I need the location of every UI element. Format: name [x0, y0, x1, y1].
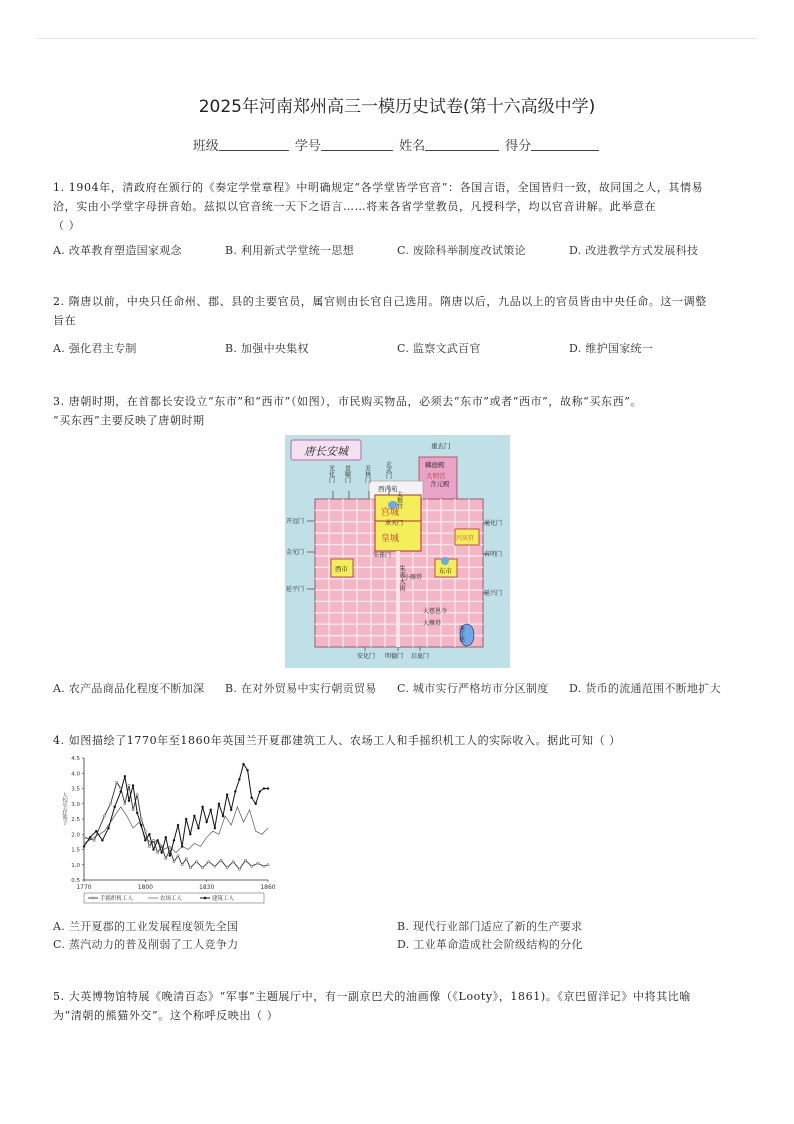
series-line-2: [84, 807, 268, 853]
zhuque-street-label: 朱雀大街: [398, 565, 406, 591]
data-point: [242, 763, 244, 765]
data-point: [132, 784, 134, 786]
q2-option-b[interactable]: B. 加强中央集权: [225, 342, 309, 355]
chunming-gate-label: 春明门: [484, 551, 503, 558]
data-point: [177, 824, 179, 826]
data-point: [267, 788, 269, 790]
data-point: [230, 809, 232, 811]
question-5-stem: [53, 987, 743, 1025]
fanglin-gate-label: 芳林门: [363, 465, 371, 483]
data-point: [210, 809, 212, 811]
data-point: [173, 861, 175, 863]
y-tick-label: 3.5: [71, 786, 80, 793]
data-point: [181, 864, 183, 866]
q4-option-d[interactable]: D. 工业革命造成社会阶级结构的分化: [397, 938, 583, 951]
data-point: [148, 845, 150, 847]
stem-line: 为“清朝的熊猫外交”。这个称呼反映出（ ）: [53, 1009, 279, 1022]
data-point: [128, 784, 130, 786]
data-point: [195, 861, 197, 863]
data-point: [140, 818, 142, 820]
student-info-row: [0, 135, 794, 154]
q4-option-a[interactable]: A. 兰开夏郡的工业发展程度领先全国: [53, 920, 239, 933]
data-point: [263, 865, 265, 867]
data-point: [169, 855, 171, 857]
data-point: [157, 851, 159, 853]
data-point: [161, 852, 163, 854]
data-point: [257, 862, 259, 864]
data-point: [259, 791, 261, 793]
data-point: [116, 781, 118, 783]
anhua-gate-label: 安化门: [357, 653, 376, 660]
data-point: [165, 858, 167, 860]
data-point: [177, 855, 179, 857]
income-chart-svg: [60, 752, 275, 905]
stem-line: 2. 隋唐以前，中央只任命州、郡、县的主要官员，属官则由长官自己选用。隋唐以后，九品以上的官员皆由中央任命。这一调整: [53, 295, 707, 308]
score-label: 得分: [505, 139, 532, 154]
data-point: [128, 800, 130, 802]
data-point: [101, 839, 103, 841]
data-point: [201, 867, 203, 869]
y-tick-label: 3.0: [71, 801, 80, 808]
y-tick-label: 4.5: [71, 756, 80, 762]
data-point: [202, 806, 204, 808]
data-point: [124, 803, 126, 805]
q4-option-b[interactable]: B. 现代行业部门适应了新的生产要求: [397, 920, 583, 933]
qujiang-pool-label: 曲江池: [458, 625, 464, 642]
palace-city-label: 宫城: [381, 508, 400, 518]
series-line-3: [84, 764, 268, 856]
q4-option-c[interactable]: C. 蒸汽动力的普及削弱了工人竞争力: [53, 938, 239, 951]
data-point: [152, 839, 154, 841]
data-point: [114, 806, 116, 808]
data-point: [247, 769, 249, 771]
data-point: [238, 778, 240, 780]
data-point: [214, 827, 216, 829]
data-point: [218, 803, 220, 805]
data-point: [89, 836, 91, 838]
zhuque-gate-label: 朱雀门: [373, 552, 392, 559]
x-tick-label: 1770: [76, 884, 92, 891]
q3-option-a[interactable]: A. 农产品商品化程度不断加深: [53, 682, 205, 695]
data-point: [165, 836, 167, 838]
data-point: [148, 833, 150, 835]
x-tick-label: 1830: [199, 884, 215, 891]
q3-option-c[interactable]: C. 城市实行严格坊市分区制度: [397, 682, 549, 695]
taiji-palace-label: 太极宫: [395, 491, 403, 509]
legend-label: 农场工人: [160, 896, 183, 902]
jinguang-gate-label: 金光门: [286, 549, 305, 556]
question-1-stem: [53, 178, 743, 235]
name-blank[interactable]: [425, 138, 499, 151]
data-point: [181, 845, 183, 847]
xingqing-palace-label: 兴庆宫: [456, 535, 475, 542]
student-id-blank[interactable]: [321, 138, 393, 151]
daming-palace-label: 大明宫: [426, 472, 446, 480]
y-tick-label: 1.0: [71, 862, 80, 869]
data-point: [132, 809, 134, 811]
data-point: [83, 845, 85, 847]
stem-line: “买东西”主要反映了唐朝时期: [53, 414, 205, 427]
east-market-label: 东市: [439, 567, 452, 575]
data-point: [189, 833, 191, 835]
data-point: [103, 815, 105, 817]
data-point: [120, 791, 122, 793]
legend-label: 手摇织机工人: [100, 896, 134, 902]
stem-line: 4. 如图描绘了1770年至1860年英国兰开夏郡建筑工人、农场工人和手摇织机工人的实际收入。据此可知（ ）: [53, 734, 621, 747]
stem-line: 5. 大英博物馆特展《晚清百态》“军事”主题展厅中，有一副京巴犬的油画像（《Looty》，1861)。《京巴留洋记》中将其比喻: [53, 990, 692, 1003]
q2-option-c[interactable]: C. 监察文武百官: [397, 342, 481, 355]
y-tick-label: 1.5: [71, 847, 80, 854]
yanping-gate-label: 延平门: [286, 586, 305, 593]
y-tick-label: 0.5: [71, 878, 80, 884]
q2-option-d[interactable]: D. 维护国家统一: [569, 342, 654, 355]
data-point: [93, 839, 95, 841]
class-label: 班级: [192, 139, 219, 154]
data-point: [251, 865, 253, 867]
qixia-gate-label: 启夏门: [411, 653, 430, 660]
linde-hall-label: 麟德殿: [425, 461, 445, 469]
data-point: [95, 830, 97, 832]
data-point: [157, 839, 159, 841]
data-point: [185, 858, 187, 860]
q1-option-a[interactable]: A. 改革教育塑造国家观念: [53, 244, 182, 257]
page-title: 2025年河南郑州高三一模历史试卷(第十六高级中学): [198, 97, 596, 117]
data-point: [136, 794, 138, 796]
chengtian-gate-label: 承天门: [385, 520, 404, 527]
legend-label: 建筑工人: [212, 896, 235, 902]
data-point: [153, 849, 155, 851]
data-point: [234, 791, 236, 793]
kaiyuan-gate-label: 开远门: [286, 518, 305, 525]
chongxuan-gate-label: 重玄门: [431, 442, 451, 450]
q1-option-c[interactable]: C. 废除科举制度改试策论: [397, 244, 526, 257]
q3-option-b[interactable]: B. 在对外贸易中实行朝贡贸易: [225, 682, 377, 695]
data-point: [267, 864, 269, 866]
dayan-pagoda-label: 大雁塔: [423, 620, 442, 627]
data-point: [214, 865, 216, 867]
xineiyuan-label: 西内苑: [378, 485, 398, 493]
stem-line: 3. 唐朝时期，在首都长安设立“东市”和“西市”（如图），市民购买物品，必须去“东市”或者“西市”，故称“买东西”。: [53, 395, 643, 408]
series-line-1: [84, 782, 268, 869]
y-tick-label: 2.5: [71, 817, 80, 823]
data-point: [226, 867, 228, 869]
data-point: [83, 836, 85, 838]
west-market-label: 西市: [335, 565, 348, 573]
data-point: [109, 803, 111, 805]
jingyao-gate-label: 景曜门: [343, 465, 351, 483]
x-tick-label: 1860: [260, 884, 275, 891]
data-point: [185, 818, 187, 820]
hanyuan-hall-label: 含元殿: [430, 480, 450, 488]
income-line-chart: [60, 752, 275, 905]
changan-city-map: [285, 435, 510, 668]
data-point: [222, 815, 224, 817]
q2-option-a[interactable]: A. 强化君主专制: [53, 342, 137, 355]
class-blank[interactable]: [219, 138, 289, 151]
data-point: [208, 861, 210, 863]
top-divider: [36, 38, 758, 39]
xuanwu-gate-label: 玄武门: [384, 461, 392, 479]
y-tick-label: 4.0: [71, 771, 80, 778]
data-point: [220, 859, 222, 861]
q1-option-d[interactable]: D. 改进教学方式发展科技: [569, 244, 699, 257]
data-point: [193, 815, 195, 817]
data-point: [136, 812, 138, 814]
imperial-city-label: 皇城: [381, 534, 400, 544]
yanxing-gate-label: 延兴门: [484, 590, 503, 597]
y-tick-label: 2.0: [71, 832, 80, 839]
dacien-temple-label: 大慈恩寺: [423, 608, 448, 615]
tonghua-gate-label: 通化门: [484, 520, 503, 527]
data-point: [255, 803, 257, 805]
name-label: 姓名: [399, 139, 426, 154]
legend-marker: [204, 897, 206, 899]
data-point: [124, 775, 126, 777]
x-tick-label: 1800: [137, 884, 153, 891]
q1-option-b[interactable]: B. 利用新式学堂统一思想: [225, 244, 354, 257]
data-point: [173, 839, 175, 841]
xiaoyan-pagoda-label: 小雁塔: [404, 574, 423, 581]
student-id-label: 学号: [294, 139, 321, 154]
question-2-stem: [53, 292, 743, 330]
changan-map-svg: [285, 435, 510, 668]
score-blank[interactable]: [531, 138, 599, 151]
data-point: [144, 839, 146, 841]
data-point: [238, 868, 240, 870]
question-3-stem: [53, 392, 743, 430]
legend-marker: [92, 897, 94, 899]
data-point: [263, 788, 265, 790]
y-axis-label: 人均生存篮子: [61, 792, 67, 825]
data-point: [144, 830, 146, 832]
data-point: [226, 794, 228, 796]
data-point: [189, 867, 191, 869]
stem-line: 旨在: [53, 314, 77, 327]
data-point: [251, 797, 253, 799]
mingde-gate-label: 明德门: [385, 653, 404, 660]
stem-line: 洽，实由小学堂字母拼音始。兹拟以官音统一天下之语言……将来各省学堂教员，凡授科学，均以官音讲解。此举意在: [53, 200, 657, 213]
question-4-stem: [53, 731, 743, 750]
east-market-pond: [441, 557, 449, 565]
data-point: [244, 859, 246, 861]
data-point: [140, 824, 142, 826]
stem-line: （ ）: [53, 219, 81, 232]
stem-line: 1. 1904年，清政府在颁行的《奏定学堂章程》中明确规定“各学堂皆学官音”：各国言语，全国皆归一致，故同国之人，其情易: [53, 181, 704, 194]
guanghua-gate-label: 光化门: [327, 465, 335, 483]
data-point: [197, 827, 199, 829]
data-point: [206, 821, 208, 823]
q3-option-d[interactable]: D. 货币的流通范围不断地扩大: [569, 682, 721, 695]
data-point: [232, 861, 234, 863]
data-point: [108, 827, 110, 829]
map-title: 唐长安城: [304, 445, 348, 458]
